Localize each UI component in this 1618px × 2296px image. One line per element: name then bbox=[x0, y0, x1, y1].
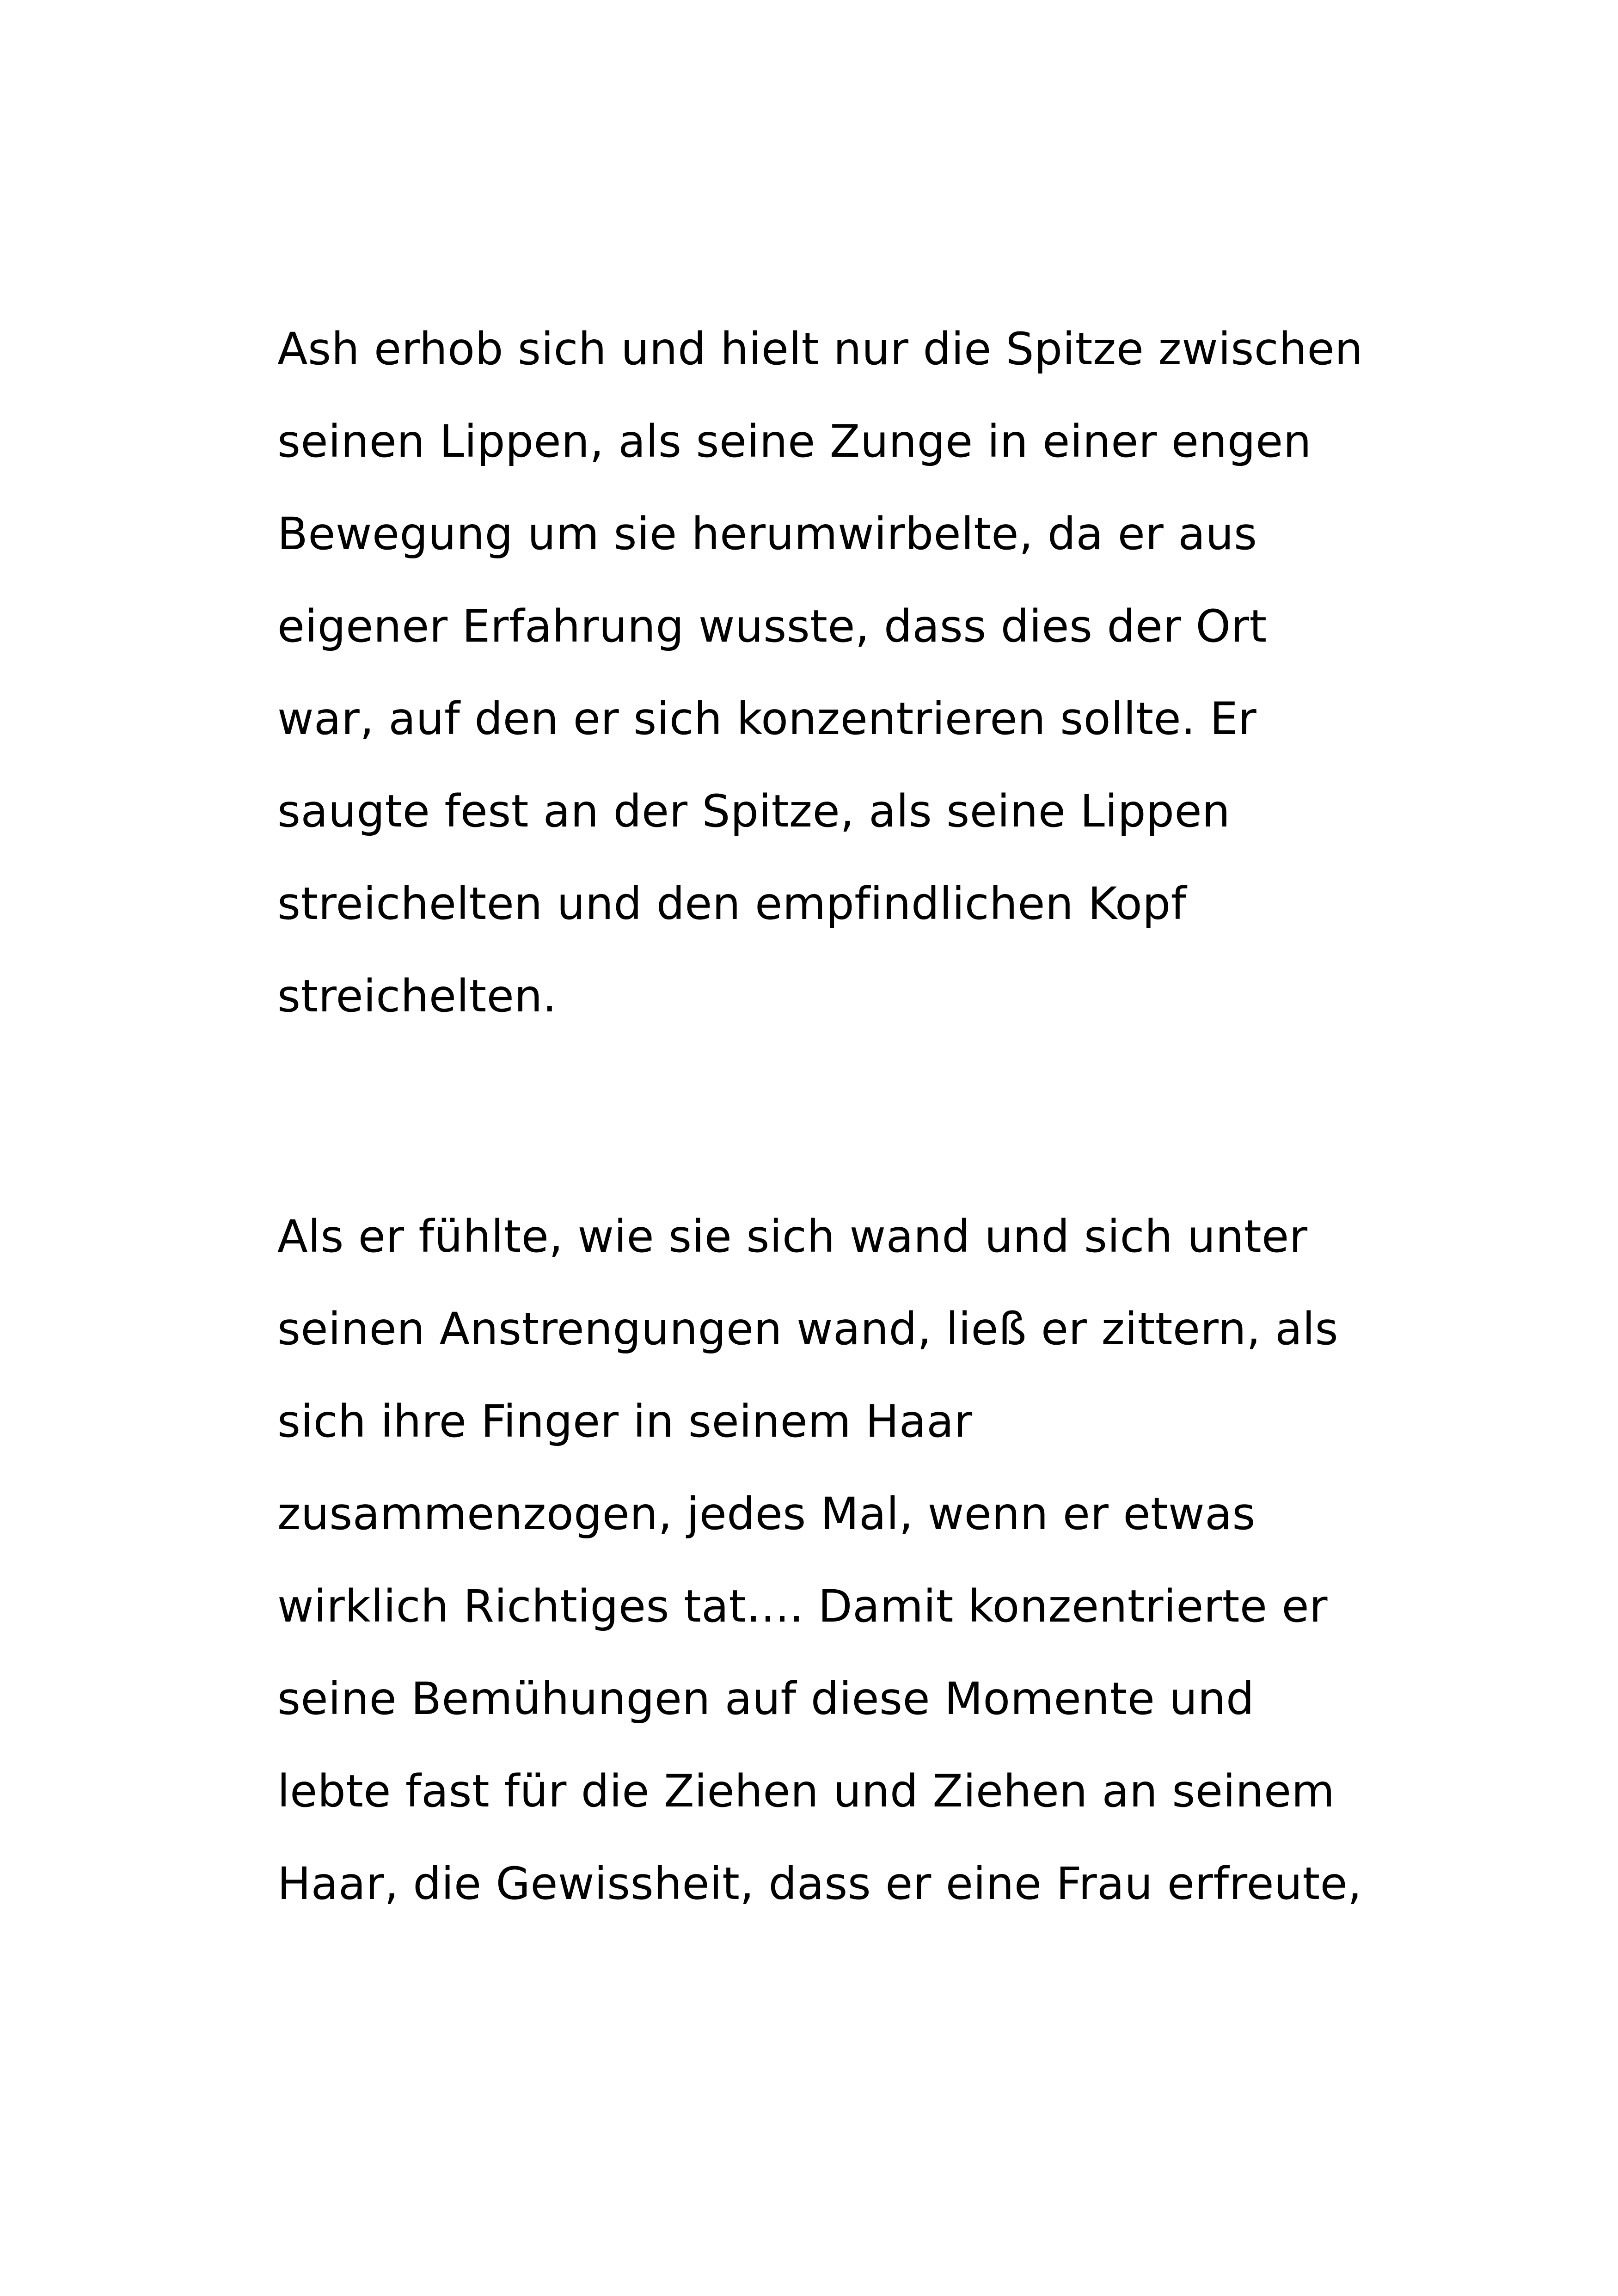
paragraph-1-line-4: eigener Erfahrung wusste, dass dies der Ort bbox=[277, 600, 1267, 652]
paragraph-2-line-1: Als er fühlte, wie sie sich wand und sich unter bbox=[277, 1211, 1308, 1262]
paragraph-1-line-6: saugte fest an der Spitze, als seine Lippen bbox=[277, 785, 1231, 837]
paragraph-1-line-8: streichelten. bbox=[277, 970, 557, 1022]
paragraph-2-line-4: zusammenzogen, jedes Mal, wenn er etwas bbox=[277, 1488, 1256, 1540]
paragraph-1-line-1: Ash erhob sich und hielt nur die Spitze zwischen bbox=[277, 323, 1363, 375]
paragraph-1-line-3: Bewegung um sie herumwirbelte, da er aus bbox=[277, 508, 1257, 560]
paragraph-2-line-7: lebte fast für die Ziehen und Ziehen an seinem bbox=[277, 1765, 1335, 1817]
paragraph-1-line-2: seinen Lippen, als seine Zunge in einer engen bbox=[277, 416, 1312, 467]
paragraph-2-line-2: seinen Anstrengungen wand, ließ er zittern, als bbox=[277, 1303, 1339, 1355]
paragraph-2-line-8: Haar, die Gewissheit, dass er eine Frau erfreute, bbox=[277, 1858, 1362, 1910]
paragraph-2-line-6: seine Bemühungen auf diese Momente und bbox=[277, 1673, 1255, 1725]
paragraph-2-line-3: sich ihre Finger in seinem Haar bbox=[277, 1396, 973, 1447]
paragraph-2-line-5: wirklich Richtiges tat.... Damit konzentrierte er bbox=[277, 1580, 1328, 1632]
paragraph-1-line-7: streichelten und den empfindlichen Kopf bbox=[277, 878, 1187, 930]
paragraph-1-line-5: war, auf den er sich konzentrieren sollte. Er bbox=[277, 693, 1257, 745]
